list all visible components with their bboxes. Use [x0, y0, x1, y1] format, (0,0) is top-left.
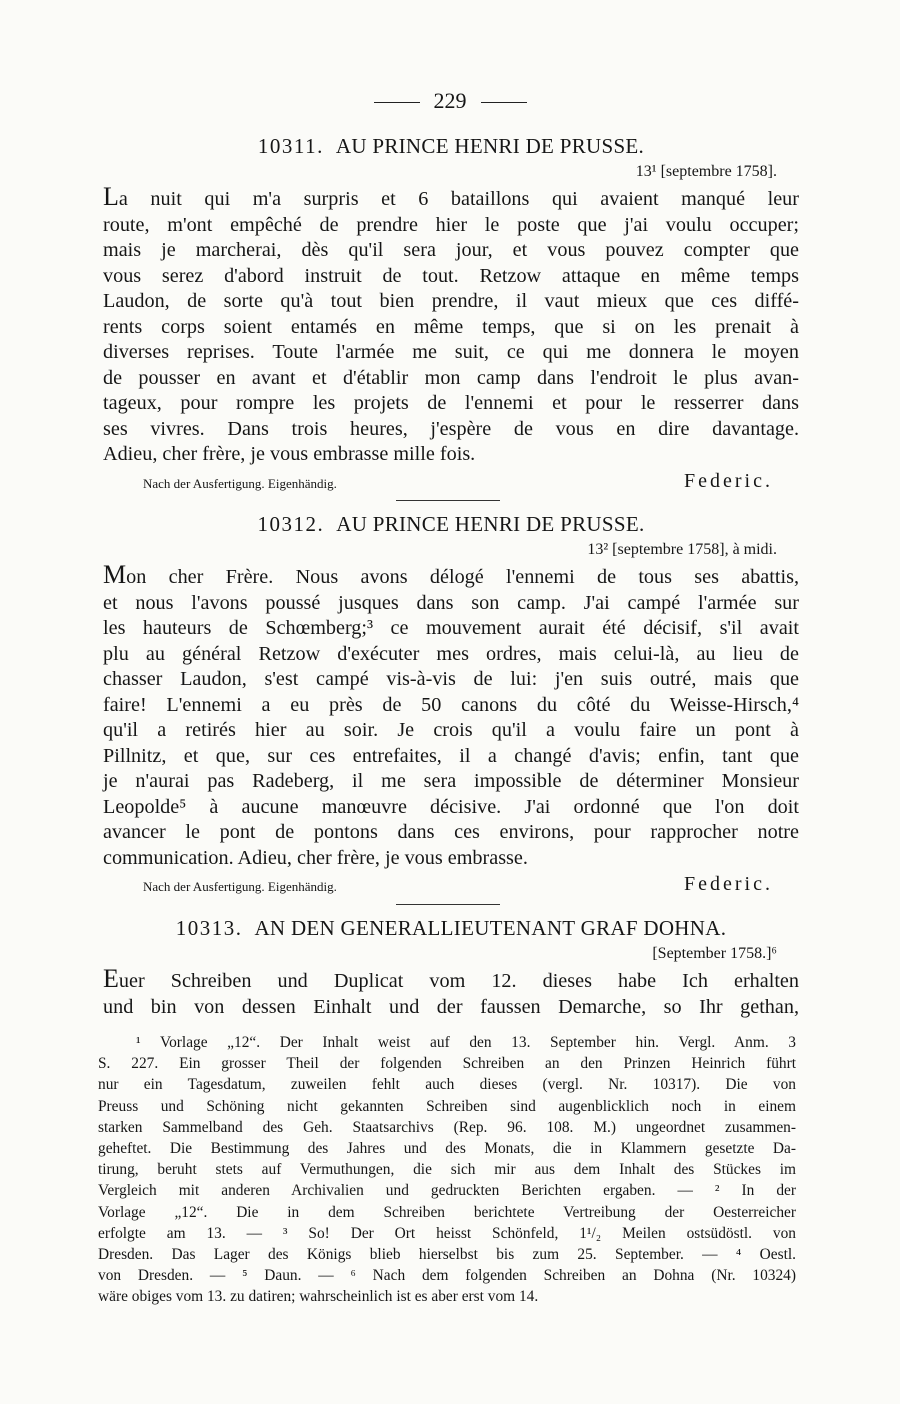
section-divider	[396, 500, 500, 501]
text-line: Mon cher Frère. Nous avons délogé l'ennemi de tous ses abattis,	[103, 560, 799, 589]
header-rule-left	[374, 102, 420, 103]
letter-10312	[103, 510, 799, 899]
footnote-line: wäre obiges vom 13. zu datiren; wahrscheinlich ist es aber erst vom 14.	[98, 1288, 539, 1306]
letter-date: 13¹ [septembre 1758].	[635, 163, 777, 180]
section-divider	[396, 904, 500, 905]
footnote-line: S. 227. Ein grosser Theil der folgenden Schreiben an den Prinzen Heinrich führt	[98, 1055, 796, 1073]
page-number-header	[0, 88, 900, 114]
letter-number: 10312.	[257, 512, 325, 536]
header-rule-right	[481, 102, 527, 103]
text-line: les hauteurs de Schœmberg;³ ce mouvement aurait été décisif, s'il avait	[103, 617, 799, 639]
text-line: communication. Adieu, cher frère, je vous embrasse.	[103, 846, 528, 869]
letter-10313	[103, 914, 799, 1020]
text-line: Leopolde⁵ à aucune manœuvre décisive. J'ai ordonné que l'on doit	[103, 795, 799, 818]
footnote-line: geheftet. Die Bestimmung des Jahres und des Monats, die in Klammern gesetzte Da-	[98, 1140, 796, 1158]
signature: Federic.	[684, 469, 773, 492]
text-line: Adieu, cher frère, je vous embrasse mille fois.	[103, 443, 476, 465]
footnote-line: ¹ Vorlage „12“. Der Inhalt weist auf den 13. September hin. Vergl. Anm. 3	[136, 1034, 796, 1051]
text-line: plu au général Retzow d'exécuter mes ordres, mais celui-là, au lieu de	[103, 642, 799, 665]
text-line: rents corps soient entamés en même temps, que si on les prenait à	[103, 315, 799, 338]
text-line: Euer Schreiben und Duplicat vom 12. dieses habe Ich erhalten	[103, 964, 799, 993]
footnotes	[98, 1032, 796, 1308]
letter-body	[103, 562, 799, 871]
text-line: La nuit qui m'a surpris et 6 bataillons qui avaient manqué leur	[103, 182, 799, 211]
letter-date: 13² [septembre 1758], à midi.	[587, 541, 777, 558]
text-line: Pillnitz, et que, sur ces entrefaites, il a changé d'avis; enfin, tant que	[103, 744, 799, 767]
text-line: de pousser en avant et d'établir mon camp dans l'endroit le plus avan-	[103, 366, 799, 389]
text-line: et nous l'avons poussé jusques dans son camp. J'ai campé l'armée sur	[103, 591, 799, 614]
letter-body	[103, 184, 799, 468]
text-line: ses vivres. Dans trois heures, j'espère de vous en dire davantage.	[103, 417, 799, 440]
text-line: tageux, pour rompre les projets de l'ennemi et pour le resserrer dans	[103, 392, 799, 414]
letter-footer	[103, 873, 799, 899]
text-line: vous serez d'abord instruit de tout. Retzow attaque en même temps	[103, 264, 799, 287]
letter-10311	[103, 132, 799, 496]
letter-footer	[103, 470, 799, 496]
letter-number: 10311.	[257, 134, 324, 158]
letter-date: [September 1758.]⁶	[652, 945, 777, 962]
footnote-line: starken Sammelband des Geh. Staatsarchivs (Rep. 96. 108. M.) ungeordnet zusammen-	[98, 1118, 796, 1136]
letter-heading	[103, 914, 799, 942]
letter-title: AU PRINCE HENRI DE PRUSSE.	[336, 512, 645, 536]
text-line: und bin von dessen Einhalt und der faussen Demarche, so Ihr gethan,	[103, 995, 799, 1018]
footnote-line: Preuss und Schöning nicht gekannten Schreiben sind augenblicklich noch in einem	[98, 1097, 796, 1115]
footnote-line: erfolgte am 13. — ³ So! Der Ort heisst Schönfeld, 1¹/₂ Meilen ostsüdöstl. von	[98, 1224, 796, 1242]
footnote-line: nur ein Tagesdatum, zuweilen fehlt auch dieses (vergl. Nr. 10317). Die von	[98, 1076, 796, 1094]
text-line: mais je marcherai, dès qu'il sera jour, et vous pouvez compter que	[103, 239, 799, 261]
text-line: route, m'ont empêché de prendre hier le poste que j'ai voulu occuper;	[103, 213, 799, 236]
page-number: 229	[433, 88, 467, 113]
footnote-line: von Dresden. — ⁵ Daun. — ⁶ Nach dem folgenden Schreiben an Dohna (Nr. 10324)	[98, 1267, 796, 1285]
letter-title: AN DEN GENERALLIEUTENANT GRAF DOHNA.	[254, 916, 727, 940]
text-line: qu'il a retirés hier au soir. Je crois qu'il a voulu faire un pont à	[103, 719, 799, 741]
letter-heading	[103, 132, 799, 160]
text-line: diverses reprises. Toute l'armée me suit, ce qui me donnera le moyen	[103, 341, 799, 363]
text-line: faire! L'ennemi a eu près de 50 canons du côté du Weisse-Hirsch,⁴	[103, 693, 799, 716]
footnote-line: Vergleich mit anderen Archivalien und gedruckten Berichten ergaben. — ² In der	[98, 1182, 796, 1200]
source-note: Nach der Ausfertigung. Eigenhändig.	[143, 475, 337, 491]
letter-heading	[103, 510, 799, 538]
text-line: avancer le pont de pontons dans ces environs, pour rapprocher notre	[103, 821, 799, 843]
letter-body	[103, 966, 799, 1020]
footnote-line: Vorlage „12“. Die in dem Schreiben berichtete Vertreibung der Oesterreicher	[98, 1203, 796, 1221]
text-line: Laudon, de sorte qu'à tout bien prendre, il vaut mieux que ces diffé-	[103, 290, 799, 312]
letter-number: 10313.	[175, 916, 243, 940]
letter-title: AU PRINCE HENRI DE PRUSSE.	[335, 134, 645, 158]
source-note: Nach der Ausfertigung. Eigenhändig.	[143, 879, 337, 894]
text-line: je n'aurai pas Radeberg, il me sera impossible de déterminer Monsieur	[103, 770, 799, 792]
footnote-line: tirung, beruht stets auf Vermuthungen, die sich mir aus dem Inhalt des Stückes im	[98, 1161, 796, 1179]
footnote-line: Dresden. Das Lager des Königs blieb hierselbst bis zum 25. September. — ⁴ Oestl.	[98, 1246, 796, 1264]
text-line: chasser Laudon, s'est campé vis-à-vis de lui: j'en suis outré, mais que	[103, 668, 799, 690]
signature: Federic.	[684, 873, 773, 895]
